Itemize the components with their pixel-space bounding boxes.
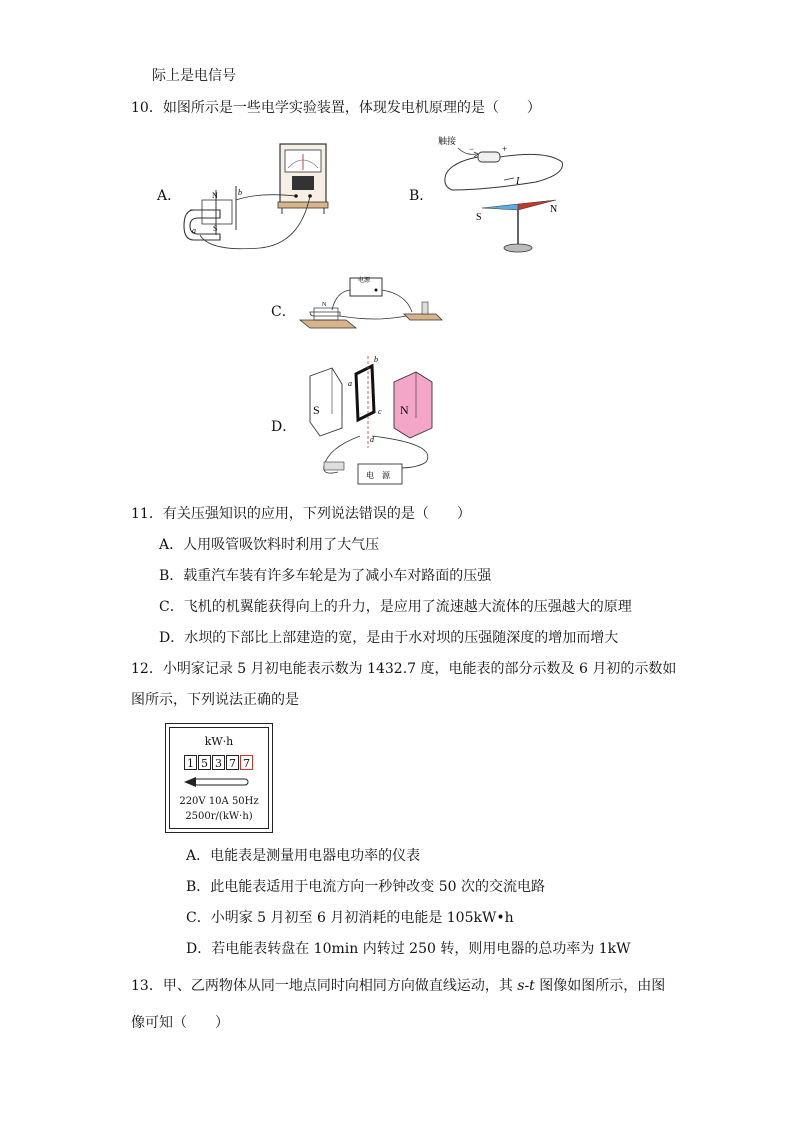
- q12-option-c: C．小明家 5 月初至 6 月初消耗的电能是 105kW•h: [186, 910, 514, 926]
- q13-stem-line1: [131, 976, 665, 996]
- q13-stem-post: 图像如图所示，由图: [534, 978, 666, 994]
- continuation-text: 际上是电信号: [152, 68, 236, 84]
- coil: [356, 366, 374, 420]
- needle-south: [482, 204, 518, 210]
- q10-figure-d: [298, 352, 448, 490]
- electricity-meter: [165, 723, 273, 833]
- q12-option-a: A．电能表是测量用电器电功率的仪表: [186, 848, 421, 864]
- magnet-n-label: N: [322, 302, 327, 308]
- meter-digit: 3: [212, 755, 225, 770]
- meter-digit: 7: [226, 755, 239, 770]
- meter-spec-line2: 2500r/(kW·h): [185, 811, 253, 822]
- touch-label: 触接: [438, 136, 457, 146]
- q11-option-a: A．人用吸管吸饮料时利用了大气压: [159, 537, 380, 553]
- q10-option-b-label: B．: [409, 188, 434, 204]
- magnet-s-block: [310, 368, 342, 436]
- q10-stem: 10．如图所示是一些电学实验装置，体现发电机原理的是（ ）: [131, 100, 541, 116]
- q11-option-b: B．载重汽车装有许多车轮是为了减小车对路面的压强: [159, 568, 492, 584]
- switch: [422, 302, 428, 314]
- q10-figure-a: [180, 140, 330, 255]
- wire-b-label: b: [238, 188, 242, 197]
- battery-minus: −: [469, 144, 475, 154]
- q12-stem-line1: 12．小明家记录 5 月初电能表示数为 1432.7 度，电能表的部分示数及 6 月初的示数如: [131, 661, 677, 677]
- q12-stem-line2: 图所示，下列说法正确的是: [131, 692, 299, 708]
- q11-option-c: C．飞机的机翼能获得向上的升力，是应用了流速越大流体的压强越大的原理: [159, 599, 632, 615]
- magnet-n-text: N: [400, 403, 409, 417]
- battery: [478, 152, 500, 162]
- q11-stem: 11．有关压强知识的应用，下列说法错误的是（ ）: [131, 506, 471, 522]
- q10-option-c-label: C．: [271, 304, 296, 320]
- meter-digits: [184, 755, 254, 770]
- q13-stem-pre: 13．甲、乙两物体从同一地点同时向相同方向做直线运动，其: [131, 978, 518, 994]
- switch-d: [324, 462, 344, 470]
- q10-option-a-label: A．: [157, 188, 182, 204]
- q12-option-b: B．此电能表适用于电流方向一秒钟改变 50 次的交流电路: [186, 879, 546, 895]
- meter-digit-decimal: 7: [240, 755, 253, 770]
- wire-a-label: a: [192, 226, 196, 235]
- meter-digit: 1: [184, 755, 197, 770]
- q10-figure-b: [436, 130, 576, 258]
- meter-unit: kW·h: [204, 735, 234, 748]
- power-label: 电源: [358, 278, 371, 284]
- q13-stem-var: s-t: [517, 978, 535, 994]
- compass-s: S: [476, 212, 482, 223]
- meter-spec-line1: 220V 10A 50Hz: [179, 796, 259, 807]
- compass-n: N: [550, 204, 558, 215]
- power-label-d: 电 源: [366, 471, 390, 480]
- battery-plus: +: [502, 144, 508, 154]
- magnet-s-pole: S: [213, 224, 218, 233]
- meter-digit: 5: [198, 755, 211, 770]
- galvanometer-mechanism: [292, 176, 314, 190]
- magnet-s-text: S: [313, 403, 320, 417]
- coil-b-label: b: [374, 355, 378, 364]
- magnet-n-pole: N: [212, 191, 218, 200]
- base-board-left: [300, 320, 356, 328]
- q12-option-d: D．若电能表转盘在 10min 内转过 250 转，则用电器的总功率为 1kW: [186, 941, 631, 957]
- coil-d-label: d: [370, 435, 374, 444]
- base-board-right: [404, 314, 442, 320]
- q13-stem-line2: 像可知（ ）: [131, 1015, 229, 1031]
- q10-figure-c: [296, 272, 446, 338]
- coil-a-label: a: [348, 379, 352, 388]
- meter-disc-arrow-icon: [182, 776, 258, 788]
- coil-c-label: c: [378, 407, 382, 416]
- q11-option-d: D．水坝的下部比上部建造的宽，是由于水对坝的压强随深度的增加而增大: [159, 630, 619, 646]
- q10-option-d-label: D．: [271, 419, 297, 435]
- current-label: I: [516, 176, 520, 187]
